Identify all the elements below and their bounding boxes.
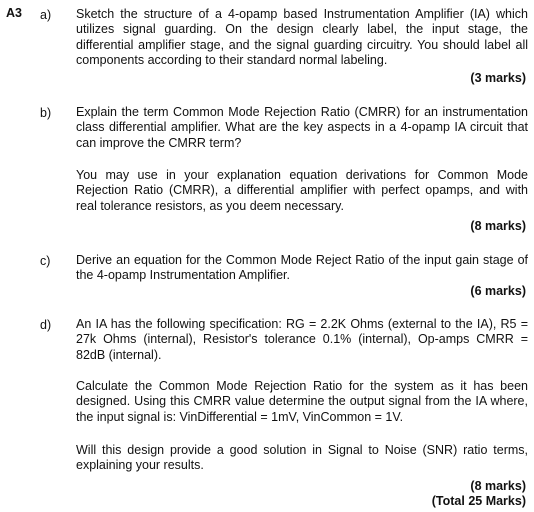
part-c-marks: (6 marks)	[470, 284, 526, 298]
part-label-a: a)	[40, 8, 52, 22]
part-d-marks: (8 marks)	[470, 479, 526, 493]
part-b-text-1: Explain the term Common Mode Rejection Ratio (CMRR) for an instrumentation class differential amplifier. What are the key aspects in a 4-opamp IA circuit that can improve the CMRR term?	[76, 105, 528, 150]
part-b-marks: (8 marks)	[470, 219, 526, 233]
part-a-text: Sketch the structure of a 4-opamp based Instrumentation Amplifier (IA) which utilizes signal guarding. On the design clearly label, the input stage, the differential amplifier stage, and the signal guarding circuitry. You should label all components according to their standard normal labeling.	[76, 7, 528, 68]
part-label-c: c)	[40, 254, 51, 268]
question-number: A3	[6, 6, 22, 20]
total-marks: (Total 25 Marks)	[431, 494, 526, 508]
part-label-d: d)	[40, 318, 52, 332]
part-a-marks: (3 marks)	[470, 71, 526, 85]
part-b-text-2: You may use in your explanation equation derivations for Common Mode Rejection Ratio (CMRR), a differential amplifier with perfect opamps, and with real tolerance resistors, as you deem necessary.	[76, 168, 528, 213]
part-d-text-3: Will this design provide a good solution in Signal to Noise (SNR) ratio terms, explaining your results.	[76, 443, 528, 473]
part-label-b: b)	[40, 106, 52, 120]
part-d-text-1: An IA has the following specification: RG = 2.2K Ohms (external to the IA), R5 = 27k Ohms (internal), Resistor's tolerance 0.1% (internal), Op-amps CMRR = 82dB (internal).	[76, 317, 528, 362]
part-c-text: Derive an equation for the Common Mode Reject Ratio of the input gain stage of the 4-opamp Instrumentation Amplifier.	[76, 253, 528, 283]
part-d-text-2: Calculate the Common Mode Rejection Ratio for the system as it has been designed. Using this CMRR value determine the output signal from the IA where, the input signal is: VinDifferential = 1mV, VinCommon = 1V.	[76, 379, 528, 424]
